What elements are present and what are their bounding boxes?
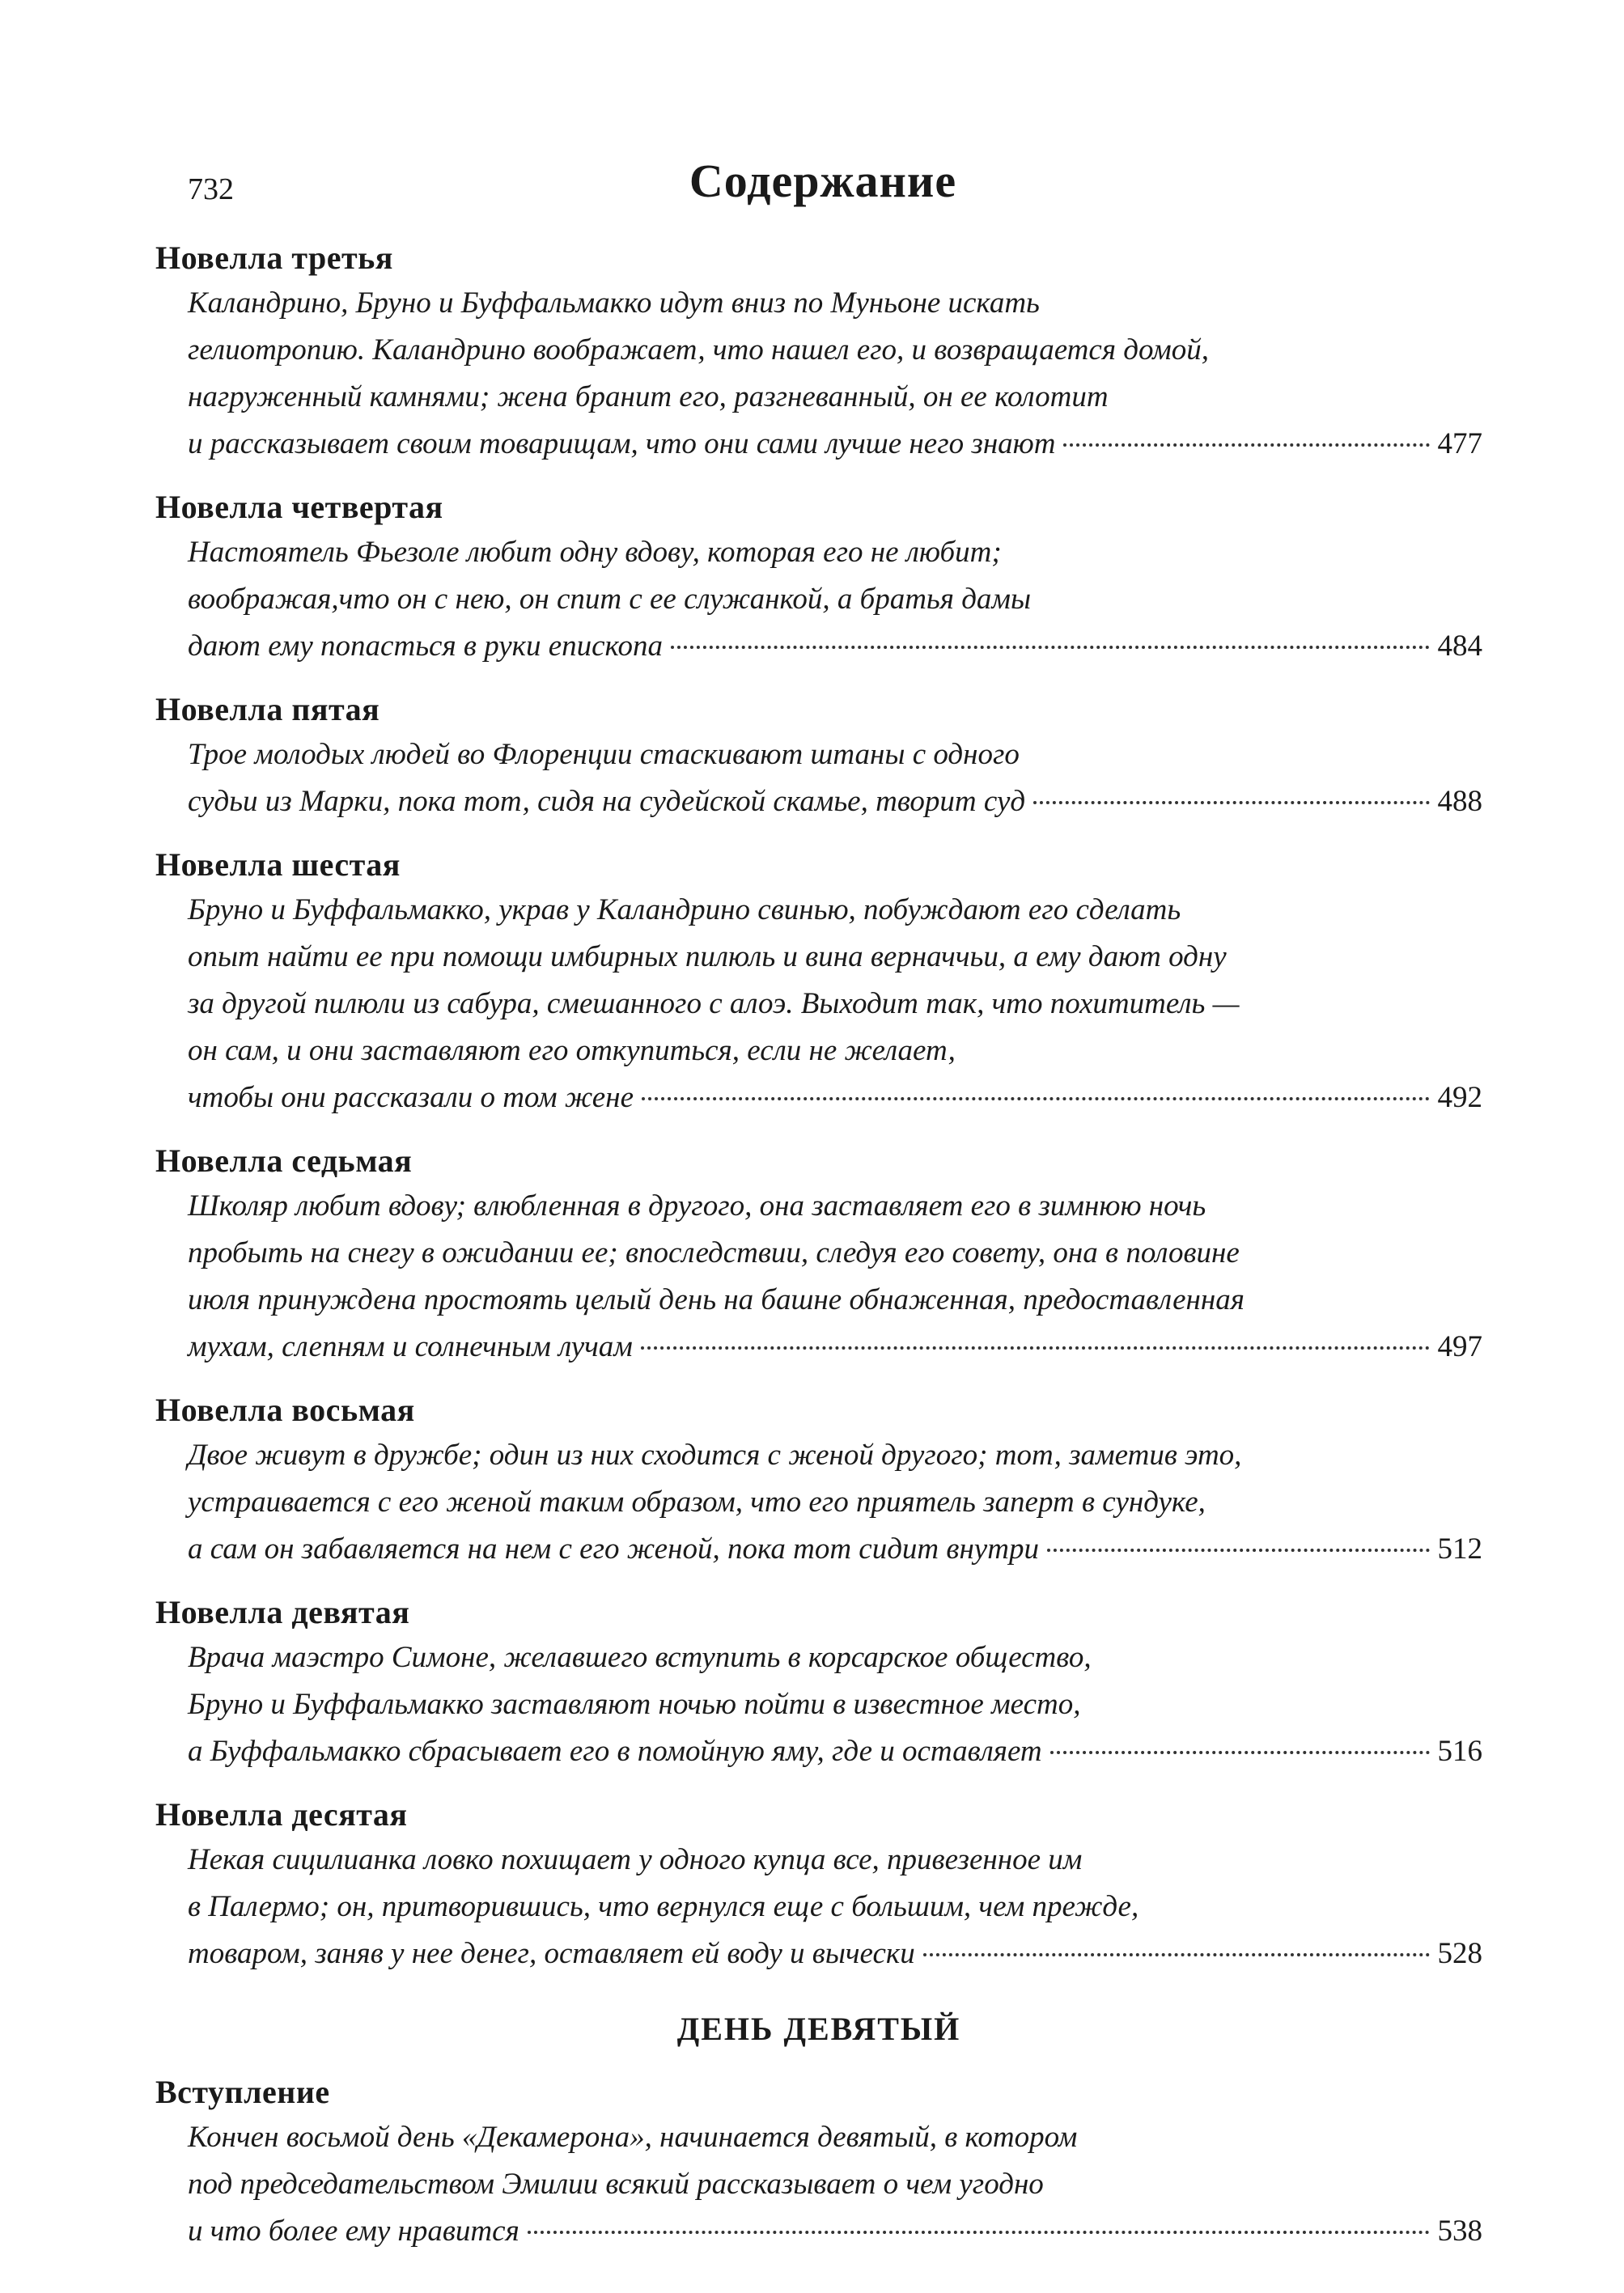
dot-leader [1063, 443, 1429, 447]
description-line: в Палермо; он, притворившись, что вернулся еще с большим, чем прежде, [188, 1890, 1139, 1923]
toc-entry [155, 1793, 1482, 1977]
toc-entry-title: Новелла четвертая [155, 489, 443, 525]
description-line: и рассказывает своим товарищам, что они сами лучше него знают [188, 427, 1056, 460]
description-line: мухам, слепням и солнечным лучам [188, 1330, 633, 1363]
description-line: и что более ему нравится [188, 2215, 519, 2248]
toc-entry-title: Новелла пятая [155, 691, 380, 727]
page-reference: 477 [1437, 427, 1482, 460]
dot-leader [1047, 1549, 1430, 1552]
description-line: товаром, заняв у нее денег, оставляет ей воду и вычески [188, 1937, 915, 1970]
dot-leader [671, 646, 1430, 649]
dot-leader [1033, 801, 1429, 804]
dot-leader [1050, 1751, 1430, 1754]
description-line: Бруно и Буффальмакко, украв у Каландрино свинью, побуждают его сделать [188, 893, 1181, 926]
description-line: судьи из Марки, пока тот, сидя на судейской скамье, творит суд [188, 785, 1026, 818]
toc-entry [155, 485, 1482, 670]
toc-entry-title: Вступление [155, 2074, 330, 2110]
description-line: Кончен восьмой день «Декамерона», начинается девятый, в котором [188, 2121, 1078, 2154]
description-line: он сам, и они заставляют его откупиться, если не желает, [188, 1034, 956, 1067]
toc-entry-title: Новелла девятая [155, 1594, 410, 1630]
dot-leader [923, 1953, 1430, 1956]
description-last-line [188, 1526, 1482, 1573]
description-line: пробыть на снегу в ожидании ее; впоследствии, следуя его совету, она в половине [188, 1236, 1240, 1269]
toc-entry-title: Новелла десятая [155, 1796, 408, 1833]
toc-entry-description [188, 887, 1482, 1121]
description-last-line [188, 1931, 1482, 1977]
description-line: нагруженный камнями; жена бранит его, разгневанный, он ее колотит [188, 380, 1109, 413]
toc-entry-description [188, 1634, 1482, 1775]
toc-entry-description [188, 529, 1482, 670]
description-line: за другой пилюли из сабура, смешанного с алоэ. Выходит так, что похититель — [188, 987, 1240, 1020]
description-last-line [188, 1074, 1482, 1121]
toc-entry [155, 1139, 1482, 1371]
dot-leader [641, 1346, 1430, 1350]
description-last-line [188, 2208, 1482, 2255]
toc-entry-description [188, 280, 1482, 468]
description-line: Трое молодых людей во Флоренции стаскивают штаны с одного [188, 738, 1020, 771]
page-reference: 538 [1437, 2215, 1482, 2248]
page-reference: 516 [1437, 1735, 1482, 1768]
toc-entry [155, 1591, 1482, 1775]
toc-entry-description [188, 731, 1482, 825]
page-reference: 492 [1437, 1081, 1482, 1114]
description-line: чтобы они рассказали о том жене [188, 1081, 634, 1114]
description-line: устраивается с его женой таким образом, что его приятель заперт в сундуке, [188, 1486, 1206, 1519]
page-reference: 528 [1437, 1937, 1482, 1970]
toc-entry-description [188, 1183, 1482, 1371]
toc-entry-title: Новелла третья [155, 239, 393, 276]
description-line: а сам он забавляется на нем с его женой, пока тот сидит внутри [188, 1532, 1039, 1566]
toc-entry [155, 843, 1482, 1121]
section-heading: ДЕНЬ ДЕВЯТЫЙ [676, 2011, 961, 2047]
toc-entry [155, 1388, 1482, 1573]
description-line: опыт найти ее при помощи имбирных пилюль и вина верначчьи, а ему дают одну [188, 940, 1227, 973]
toc-entry-title: Новелла восьмая [155, 1392, 415, 1428]
toc-entry-description [188, 2114, 1482, 2255]
description-last-line [188, 623, 1482, 670]
toc-entry [155, 688, 1482, 825]
description-line: Школяр любит вдову; влюбленная в другого, она заставляет его в зимнюю ночь [188, 1189, 1206, 1223]
toc-entry-description [188, 1432, 1482, 1573]
description-line: дают ему попасться в руки епископа [188, 629, 663, 663]
description-line: воображая,что он с нею, он спит с ее служанкой, а братья дамы [188, 583, 1032, 616]
description-line: под председательством Эмилии всякий рассказывает о чем угодно [188, 2168, 1044, 2201]
description-line: Врача маэстро Симоне, желавшего вступить в корсарское общество, [188, 1641, 1092, 1674]
description-line: гелиотропию. Каландрино воображает, что нашел его, и возвращается домой, [188, 333, 1209, 367]
description-last-line [188, 1324, 1482, 1371]
page-number: 732 [188, 172, 234, 206]
page-reference: 484 [1437, 629, 1482, 663]
toc-entry [155, 2070, 1482, 2255]
page-reference: 497 [1437, 1330, 1482, 1363]
table-of-contents [155, 236, 1482, 2273]
dot-leader [642, 1097, 1429, 1100]
description-line: а Буффальмакко сбрасывает его в помойную яму, где и оставляет [188, 1735, 1042, 1768]
toc-entry-title: Новелла шестая [155, 846, 401, 883]
description-last-line [188, 1728, 1482, 1775]
description-last-line [188, 421, 1482, 468]
description-line: Двое живут в дружбе; один из них сходится с женой другого; тот, заметив это, [188, 1439, 1242, 1472]
description-line: июля принуждена простоять целый день на башне обнаженная, предоставленная [188, 1283, 1245, 1316]
toc-entry-description [188, 1837, 1482, 1977]
description-last-line [188, 778, 1482, 825]
page-reference: 512 [1437, 1532, 1482, 1566]
description-line: Некая сицилианка ловко похищает у одного купца все, привезенное им [188, 1843, 1083, 1876]
toc-entry [155, 236, 1482, 468]
page-header [188, 154, 1482, 210]
description-line: Каландрино, Бруно и Буффальмакко идут вниз по Муньоне искать [188, 286, 1040, 320]
toc-entry-title: Новелла седьмая [155, 1142, 413, 1179]
page-title: Содержание [689, 155, 957, 207]
page-reference: 488 [1437, 785, 1482, 818]
description-line: Бруно и Буффальмакко заставляют ночью пойти в известное место, [188, 1688, 1081, 1721]
dot-leader [528, 2231, 1430, 2234]
description-line: Настоятель Фьезоле любит одну вдову, которая его не любит; [188, 536, 1002, 569]
